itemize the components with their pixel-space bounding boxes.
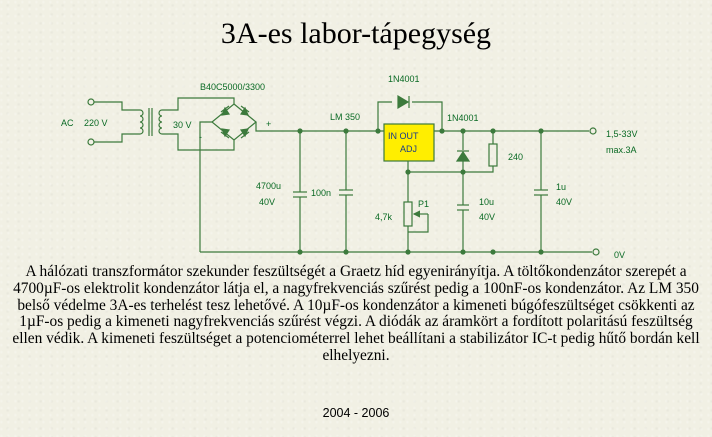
- resistor-label: 240: [508, 152, 524, 162]
- adj-wire: [408, 161, 493, 172]
- diode-adj: [457, 131, 469, 205]
- potentiometer-p1: [404, 172, 428, 252]
- output-terminal-positive: [590, 128, 596, 134]
- capacitor-c3: [457, 205, 469, 252]
- regulator-label: LM 350: [330, 112, 361, 122]
- capacitor-c2: [339, 131, 353, 252]
- output-terminal-zero: [593, 249, 599, 255]
- pot-value-label: 4,7k: [375, 212, 393, 222]
- c4-voltage-label: 40V: [556, 197, 573, 207]
- ic-pin-label: IN OUT: [388, 131, 419, 141]
- ac-label: AC: [61, 118, 74, 128]
- secondary-voltage-label: 30 V: [173, 120, 192, 130]
- output-max-label: max.3A: [606, 145, 637, 155]
- bridge-label: B40C5000/3300: [200, 82, 266, 92]
- c2-value-label: 100n: [311, 188, 332, 198]
- pot-name-label: P1: [418, 199, 430, 209]
- diode-top-label: 1N4001: [388, 74, 420, 84]
- page-title: 3A-es labor-tápegység: [220, 17, 492, 50]
- output-zero-label: 0V: [614, 250, 626, 260]
- c1-value-label: 4700u: [256, 181, 282, 191]
- c3-voltage-label: 40V: [479, 212, 496, 222]
- regulator-ic: [384, 124, 434, 161]
- description-text: A hálózati transzformátor szekunder feszültségét a Graetz híd egyenirányítja. A töltőkondenzátor szerepét a 4700µF-os elektrolit kondenzátor látja el, a nagyfrekvenciás szűrést pedig a 100nF-os kondenzátor. Az LM 350 belső védelme 3A-es terhelést tesz lehetővé. A 10µF-os kondenzátor a kimeneti búgófeszültséget csökkenti az 1µF-os pedig a kimeneti nagyfrekvenciás szűrést végzi. A diódák az áramkört a fordított polaritású feszültség ellen védik. A kimeneti feszültséget a potenciométerrel lehet beállítani a stabilizátor IC-t pedig hűtő bordán kell elhelyezni.: [12, 263, 700, 364]
- ic-adj-label: ADJ: [400, 144, 418, 154]
- c4-value-label: 1u: [556, 182, 567, 192]
- diode-right-label: 1N4001: [447, 113, 479, 123]
- output-range-label: 1,5-33V: [606, 129, 638, 139]
- c1-voltage-label: 40V: [259, 197, 276, 207]
- ac-voltage-label: 220 V: [84, 118, 108, 128]
- bridge-minus-label: -: [199, 132, 202, 142]
- capacitor-c4: [534, 131, 548, 252]
- capacitor-c1: [293, 131, 307, 252]
- c3-value-label: 10u: [479, 197, 495, 207]
- bridge-plus-label: +: [266, 119, 272, 129]
- resistor-240: [489, 131, 497, 166]
- footer-years: 2004 - 2006: [322, 406, 390, 420]
- graetz-bridge: [200, 104, 300, 252]
